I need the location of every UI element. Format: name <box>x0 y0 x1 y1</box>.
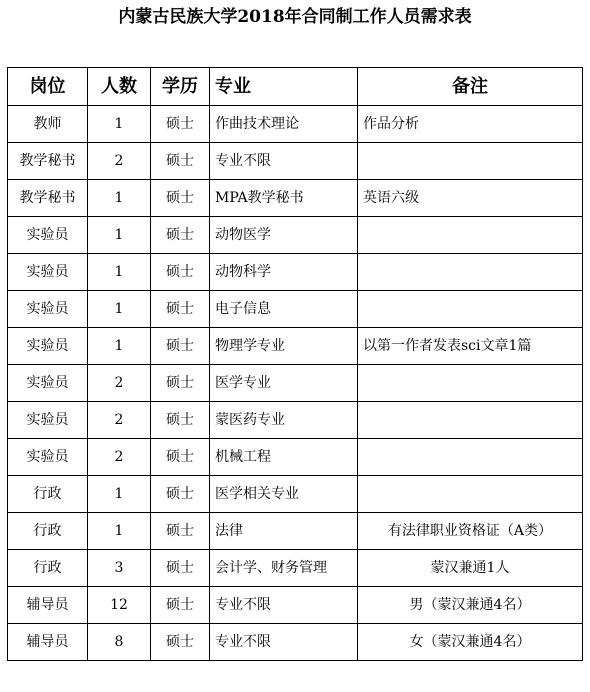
cell-note: 以第一作者发表sci文章1篇 <box>358 328 583 365</box>
requirements-table <box>7 67 583 661</box>
cell-count: 1 <box>88 254 151 291</box>
cell-position: 实验员 <box>8 365 88 402</box>
header-count: 人数 <box>88 68 151 106</box>
cell-position: 实验员 <box>8 402 88 439</box>
table-row <box>8 587 583 624</box>
cell-degree: 硕士 <box>151 550 210 587</box>
cell-count: 1 <box>88 291 151 328</box>
cell-note <box>358 402 583 439</box>
header-major: 专业 <box>210 68 358 106</box>
cell-note <box>358 439 583 476</box>
table-row <box>8 106 583 143</box>
cell-note: 女（蒙汉兼通4名） <box>358 624 583 661</box>
cell-position: 实验员 <box>8 328 88 365</box>
cell-count: 1 <box>88 106 151 143</box>
table-row <box>8 328 583 365</box>
cell-degree: 硕士 <box>151 254 210 291</box>
cell-major: 电子信息 <box>210 291 358 328</box>
table-row <box>8 180 583 217</box>
table-row <box>8 624 583 661</box>
cell-major: 动物科学 <box>210 254 358 291</box>
cell-count: 3 <box>88 550 151 587</box>
cell-position: 实验员 <box>8 217 88 254</box>
cell-count: 8 <box>88 624 151 661</box>
table-row <box>8 550 583 587</box>
cell-note <box>358 254 583 291</box>
cell-count: 1 <box>88 476 151 513</box>
cell-position: 教师 <box>8 106 88 143</box>
cell-major: 专业不限 <box>210 143 358 180</box>
cell-major: 专业不限 <box>210 624 358 661</box>
cell-degree: 硕士 <box>151 439 210 476</box>
cell-degree: 硕士 <box>151 513 210 550</box>
cell-note: 男（蒙汉兼通4名） <box>358 587 583 624</box>
cell-count: 2 <box>88 439 151 476</box>
cell-major: 机械工程 <box>210 439 358 476</box>
cell-degree: 硕士 <box>151 143 210 180</box>
cell-count: 2 <box>88 402 151 439</box>
cell-count: 2 <box>88 143 151 180</box>
cell-note: 作品分析 <box>358 106 583 143</box>
cell-degree: 硕士 <box>151 587 210 624</box>
cell-position: 实验员 <box>8 254 88 291</box>
cell-major: 法律 <box>210 513 358 550</box>
document-title: 内蒙古民族大学2018年合同制工作人员需求表 <box>118 7 472 27</box>
cell-degree: 硕士 <box>151 106 210 143</box>
table-row <box>8 291 583 328</box>
cell-count: 1 <box>88 217 151 254</box>
table-header-row <box>8 68 583 106</box>
table-row <box>8 254 583 291</box>
cell-position: 行政 <box>8 513 88 550</box>
cell-position: 行政 <box>8 476 88 513</box>
cell-degree: 硕士 <box>151 402 210 439</box>
cell-note <box>358 476 583 513</box>
cell-count: 1 <box>88 513 151 550</box>
cell-position: 教学秘书 <box>8 180 88 217</box>
cell-major: 医学相关专业 <box>210 476 358 513</box>
cell-count: 2 <box>88 365 151 402</box>
table-row <box>8 476 583 513</box>
cell-major: 蒙医药专业 <box>210 402 358 439</box>
header-degree: 学历 <box>151 68 210 106</box>
cell-position: 教学秘书 <box>8 143 88 180</box>
cell-count: 1 <box>88 328 151 365</box>
cell-degree: 硕士 <box>151 291 210 328</box>
table-body <box>8 106 583 661</box>
cell-count: 12 <box>88 587 151 624</box>
table-row <box>8 143 583 180</box>
cell-position: 实验员 <box>8 439 88 476</box>
cell-note <box>358 291 583 328</box>
cell-note: 蒙汉兼通1人 <box>358 550 583 587</box>
cell-note: 英语六级 <box>358 180 583 217</box>
table-row <box>8 402 583 439</box>
cell-count: 1 <box>88 180 151 217</box>
cell-position: 辅导员 <box>8 587 88 624</box>
cell-degree: 硕士 <box>151 217 210 254</box>
header-position: 岗位 <box>8 68 88 106</box>
cell-degree: 硕士 <box>151 365 210 402</box>
cell-note: 有法律职业资格证（A类） <box>358 513 583 550</box>
cell-note <box>358 143 583 180</box>
cell-degree: 硕士 <box>151 180 210 217</box>
table-row <box>8 513 583 550</box>
header-note: 备注 <box>358 68 583 106</box>
cell-major: 作曲技术理论 <box>210 106 358 143</box>
cell-major: 专业不限 <box>210 587 358 624</box>
cell-position: 实验员 <box>8 291 88 328</box>
cell-major: 医学专业 <box>210 365 358 402</box>
cell-position: 行政 <box>8 550 88 587</box>
table-row <box>8 365 583 402</box>
cell-major: 会计学、财务管理 <box>210 550 358 587</box>
table-row <box>8 217 583 254</box>
cell-major: 物理学专业 <box>210 328 358 365</box>
cell-degree: 硕士 <box>151 476 210 513</box>
cell-major: 动物医学 <box>210 217 358 254</box>
cell-degree: 硕士 <box>151 624 210 661</box>
cell-note <box>358 217 583 254</box>
cell-note <box>358 365 583 402</box>
cell-degree: 硕士 <box>151 328 210 365</box>
table-row <box>8 439 583 476</box>
cell-position: 辅导员 <box>8 624 88 661</box>
cell-major: MPA教学秘书 <box>210 180 358 217</box>
